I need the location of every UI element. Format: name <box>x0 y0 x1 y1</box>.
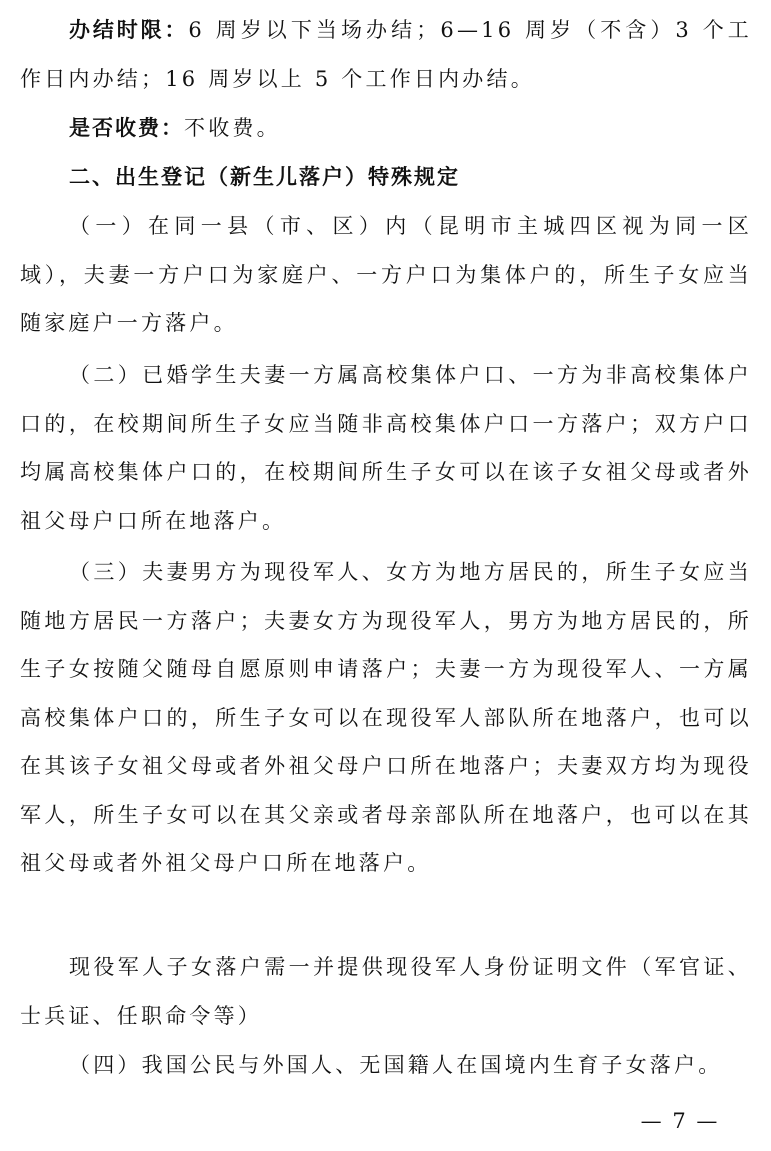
page-number: — 7 — <box>640 1109 720 1133</box>
military-note-paragraph: 现役军人子女落户需一并提供现役军人身份证明文件（军官证、士兵证、任职命令等） <box>20 955 752 1028</box>
time-limit-text: 6 周岁以下当场办结；6—16 周岁（不含）3 个工作日内办结；16 周岁以上 5 个工作日内办结。 <box>20 18 752 91</box>
item-four-paragraph: （四）我国公民与外国人、无国籍人在国境内生育子女落户。 <box>69 1053 723 1077</box>
section-heading-two: 二、出生登记（新生儿落户）特殊规定 <box>69 165 460 189</box>
time-limit-paragraph <box>20 6 752 103</box>
time-limit-label: 办结时限： <box>69 18 189 42</box>
item-two-paragraph: （二）已婚学生夫妻一方属高校集体户口、一方为非高校集体户口的，在校期间所生子女应当随非高校集体户口一方落户；双方户口均属高校集体户口的，在校期间所生子女可以在该子女祖父母或者外祖父母户口所在地落户。 <box>20 363 752 533</box>
fee-label: 是否收费： <box>69 116 184 140</box>
item-one-paragraph: （一）在同一县（市、区）内（昆明市主城四区视为同一区域），夫妻一方户口为家庭户、一方户口为集体户的，所生子女应当随家庭户一方落户。 <box>20 214 752 335</box>
item-three-paragraph: （三）夫妻男方为现役军人、女方为地方居民的，所生子女应当随地方居民一方落户；夫妻女方为现役军人，男方为地方居民的，所生子女按随父随母自愿原则申请落户；夫妻一方为现役军人、一方属高校集体户口的，所生子女可以在现役军人部队所在地落户，也可以在其该子女祖父母或者外祖父母户口所在地落户；夫妻双方均为现役军人，所生子女可以在其父亲或者母亲部队所在地落户，也可以在其祖父母或者外祖父母户口所在地落户。 <box>20 560 752 875</box>
fee-paragraph <box>20 104 752 153</box>
fee-text: 不收费。 <box>184 116 281 140</box>
